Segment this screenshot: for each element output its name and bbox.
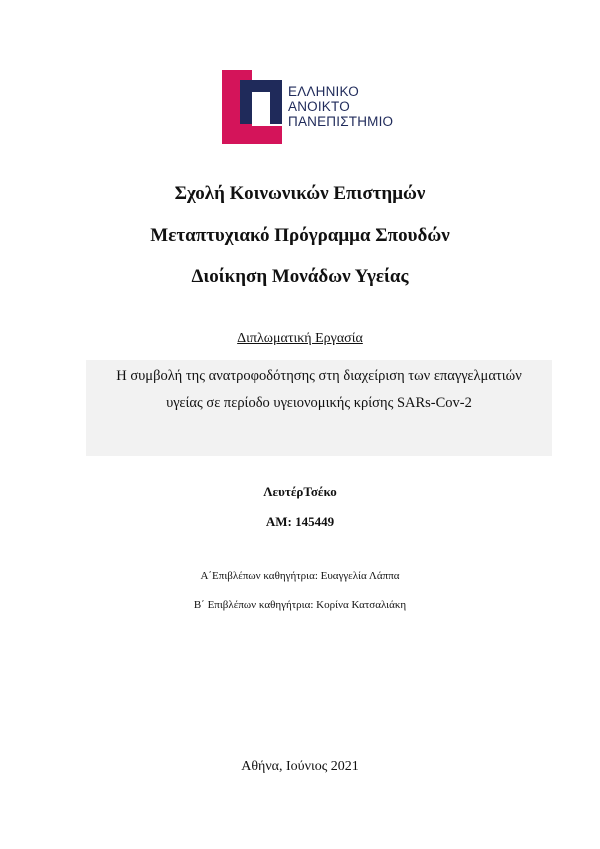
- university-logo: [222, 70, 407, 144]
- university-logo-icon: [222, 70, 282, 144]
- program-heading: Μεταπτυχιακό Πρόγραμμα Σπουδών: [150, 225, 450, 246]
- logo-wordmark: [288, 84, 393, 129]
- logo-line-1: ΕΛΛΗΝΙΚΟ: [288, 84, 359, 99]
- specialization-heading: Διοίκηση Μονάδων Υγείας: [191, 266, 409, 287]
- logo-line-3: ΠΑΝΕΠΙΣΤΗΜΙΟ: [288, 114, 394, 129]
- logo-line-2: ΑΝΟΙΚΤΟ: [288, 99, 350, 114]
- first-supervisor: Α΄Επιβλέπων καθηγήτρια: Ευαγγελία Λάππα: [200, 570, 400, 582]
- author-student-id: ΑΜ: 145449: [265, 514, 335, 529]
- second-supervisor: Β΄ Επιβλέπων καθηγήτρια: Κορίνα Κατσαλιάκη: [193, 599, 407, 611]
- school-heading: Σχολή Κοινωνικών Επιστημών: [174, 183, 426, 204]
- submission-date: Αθήνα, Ιούνιος 2021: [241, 759, 359, 774]
- thesis-type-label: Διπλωματική Εργασία: [237, 331, 363, 346]
- author-name: ΛευτέρΤσέκο: [263, 484, 337, 499]
- thesis-title-line-1: Η συμβολή της ανατροφοδότησης στη διαχείριση των επαγγελματιών: [116, 368, 522, 384]
- thesis-title-box: [86, 360, 552, 456]
- thesis-title-line-2: υγείας σε περίοδο υγειονομικής κρίσης SARs-Cov-2: [166, 395, 472, 411]
